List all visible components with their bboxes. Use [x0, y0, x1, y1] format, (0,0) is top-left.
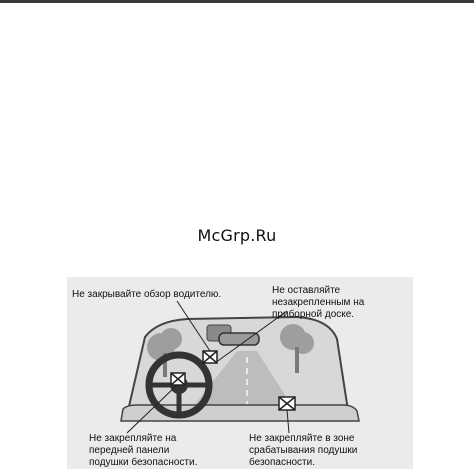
callout-airbag-panel: Не закрепляйте на передней панели подушки безопасности.	[89, 433, 198, 468]
crossed-device-wheel	[171, 373, 185, 385]
callout-obstruct-view: Не закрывайте обзор водителю.	[72, 289, 222, 300]
windshield-illustration	[67, 277, 413, 469]
callout-airbag-zone: Не закрепляйте в зоне срабатывания подушки безопасности.	[249, 433, 358, 468]
crossed-device-airbag	[279, 397, 295, 410]
callout-unsecured-dashboard: Не оставляйте незакрепленным на приборной доске.	[272, 285, 365, 320]
top-rule	[0, 0, 474, 3]
crossed-device-windshield	[203, 351, 217, 363]
rear-view-mirror	[219, 333, 259, 345]
watermark: McGrp.Ru	[197, 226, 277, 245]
